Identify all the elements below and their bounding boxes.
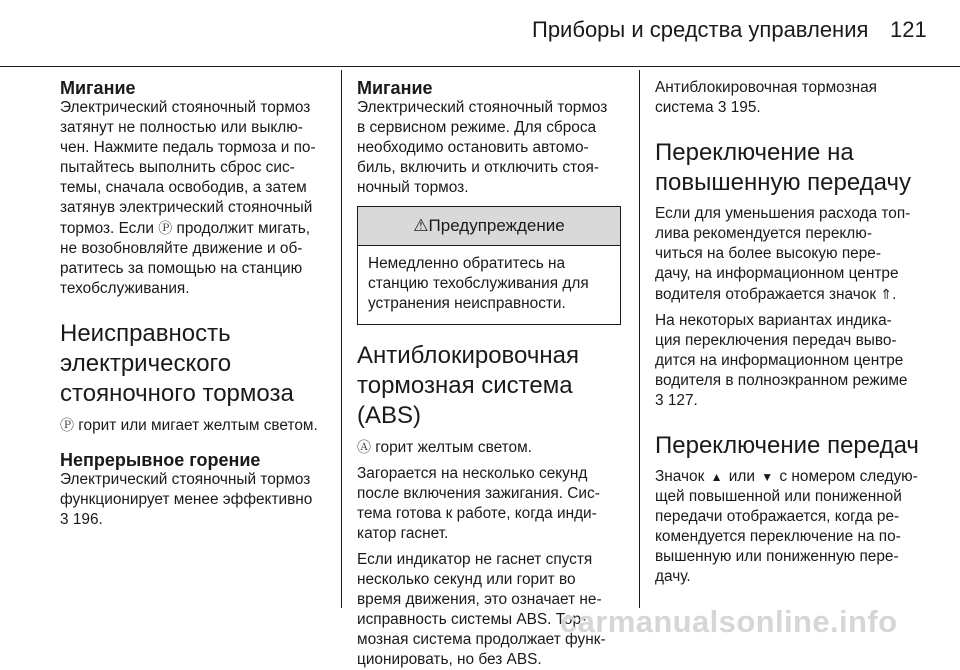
- heading-abs: Антиблокировочная тормозная система (ABS): [357, 342, 579, 429]
- ref-icon: 3: [655, 392, 664, 409]
- parking-brake-fault-icon: Ⓟ: [60, 417, 74, 433]
- paragraph-gear-shift: Значок ▲ или ▼ с номером следую- щей повышенной или пониженной передачи отображается, когда ре- комендуется переключение на по- вышенную или пониженную пере- дачу.: [655, 468, 918, 585]
- column-right: [655, 78, 930, 587]
- triangle-up-icon: ▲: [710, 470, 723, 484]
- page-title: Приборы и средства управления: [532, 17, 869, 42]
- paragraph-blink: Электрический стояночный тормоз затянут не полностью или выклю- чен. Нажмите педаль тормоза и по- пытайтесь выполнить сброс сис- темы, сначала освободив, а затем затянув электрический стояночный тормоз. Если Ⓟ продолжит мигать, не возобновляйте движение и об- ратитесь за помощью на станцию техобслуживания.: [60, 99, 316, 297]
- abs-icon: Ⓐ: [357, 439, 371, 455]
- warning-header: ⚠Предупреждение: [358, 207, 620, 246]
- watermark: carmanualsonline.info: [560, 604, 898, 639]
- column-divider: [639, 70, 640, 608]
- ref-icon: 3: [60, 511, 69, 528]
- heading-fault: Неисправность электрического стояночного тормоза: [60, 320, 294, 407]
- paragraph-service: Электрический стояночный тормоз в сервисном режиме. Для сброса необходимо остановить автомо- биль, включить и отключить стоя- ночный тормоз.: [357, 99, 608, 196]
- paragraph-upshift-2: На некоторых вариантах индика- ция переключения передач выво- дится на информационном центре водителя в полноэкранном режиме 3 127.: [655, 311, 930, 411]
- paragraph-upshift: Если для уменьшения расхода топ- лива рекомендуется переклю- читься на более высокую пере- дачу, на информационном центре водителя отображается значок ⇑.: [655, 205, 911, 303]
- heading-upshift: Переключение на повышенную передачу: [655, 139, 911, 196]
- paragraph-abs-2: Если индикатор не гаснет спустя несколько секунд или горит во время движения, это означает не- исправность системы ABS. Тор- мозная система продолжает функ- ционировать, но без ABS.: [357, 551, 606, 668]
- warning-icon: ⚠: [413, 216, 429, 235]
- warning-body: Немедленно обратитесь на станцию техобслуживания для устранения неисправности.: [368, 255, 589, 312]
- ref-icon: 3: [717, 99, 727, 116]
- warning-box: [357, 206, 621, 325]
- heading-gear-shift: Переключение передач: [655, 432, 919, 459]
- paragraph-continuous: Электрический стояночный тормоз функционирует менее эффективно 3 196.: [60, 470, 330, 530]
- page-header: [0, 0, 960, 67]
- upshift-icon: ⇑: [880, 286, 893, 302]
- column-divider: [341, 70, 342, 608]
- paragraph-abs-1: Загорается на несколько секунд после включения зажигания. Сис- тема готова к работе, когда инди- катор гаснет.: [357, 465, 600, 542]
- triangle-down-icon: ▼: [761, 470, 774, 484]
- abs-lit-text: Ⓐ горит желтым светом.: [357, 439, 532, 456]
- page-number: 121: [890, 17, 927, 42]
- paragraph-abs-ref: Антиблокировочная тормозная система 3 195.: [655, 78, 930, 118]
- fault-text: Ⓟ горит или мигает желтым светом.: [60, 417, 318, 434]
- heading-blink-service: Мигание: [357, 78, 433, 98]
- page-ref[interactable]: 3 196.: [60, 511, 103, 528]
- column-middle: [357, 78, 625, 670]
- heading-blink: Мигание: [60, 78, 136, 98]
- page-ref[interactable]: 3 127.: [655, 392, 698, 409]
- parking-brake-icon: Ⓟ: [158, 220, 173, 236]
- heading-continuous: Непрерывное горение: [60, 450, 261, 470]
- column-left: [60, 78, 330, 530]
- page-ref[interactable]: система 3 195.: [655, 99, 761, 116]
